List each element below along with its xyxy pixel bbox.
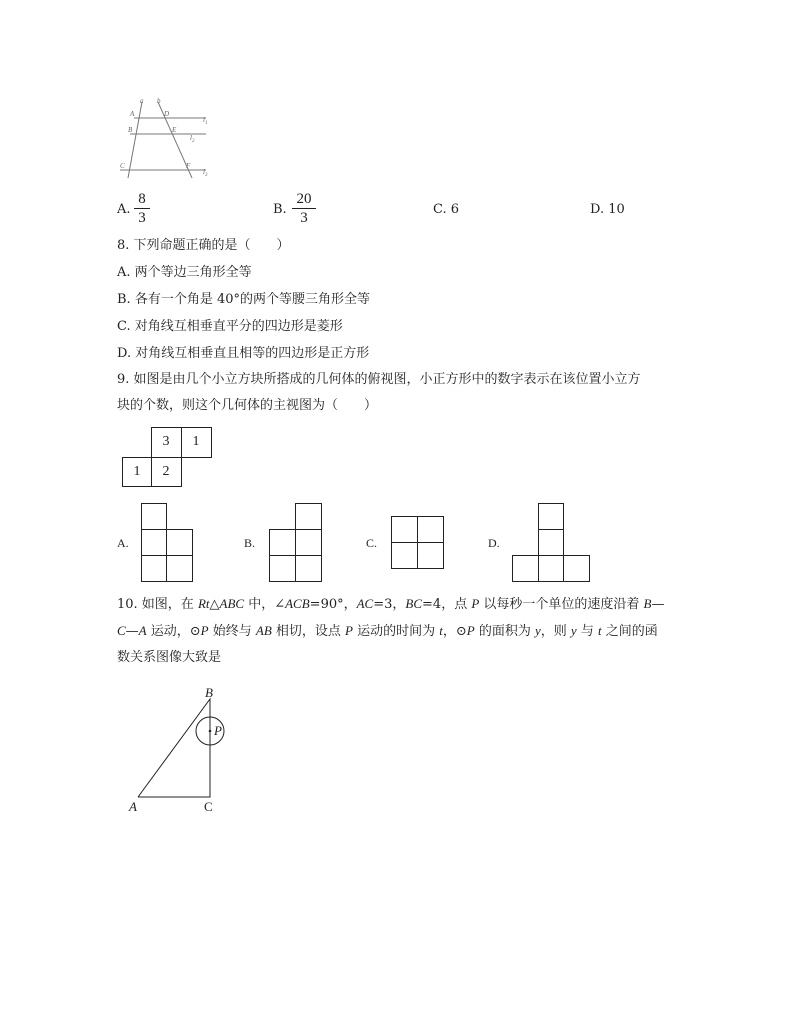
q7-label-C: C	[120, 162, 125, 170]
q7-label-A: A	[130, 110, 135, 118]
q10-label-A: A	[129, 799, 137, 814]
q7-label-D: D	[164, 110, 170, 118]
q7-option-a-letter[interactable]: A.	[117, 202, 131, 217]
grid-value-bottom-left: 1	[133, 464, 141, 479]
q9-option-b-figure[interactable]	[269, 503, 323, 583]
q7-option-a-fraction[interactable]	[134, 191, 150, 226]
q9-option-c-figure[interactable]	[391, 516, 445, 570]
q7-option-a-numerator: 8	[138, 191, 146, 207]
fraction-bar	[292, 208, 316, 209]
grid-value-top-right: 1	[192, 434, 200, 449]
q9-option-c-label[interactable]: C.	[366, 536, 378, 550]
q7-option-b-numerator: 20	[296, 191, 312, 207]
q9-option-a-figure[interactable]	[141, 503, 195, 583]
q7-option-c[interactable]: C. 6	[433, 202, 460, 217]
q7-label-B: B	[128, 126, 133, 134]
q10-label-C: C	[204, 799, 213, 814]
q10-stem-line1: 10. 如图，在 Rt△ABC 中，∠ACB=90°，AC=3，BC=4，点 P 以每秒一个单位的速度沿着 B—	[117, 596, 665, 612]
q7-option-d[interactable]: D. 10	[590, 202, 625, 217]
q7-option-b-letter[interactable]: B.	[273, 202, 287, 217]
q9-option-b-label[interactable]: B.	[244, 536, 256, 550]
q8-option-b[interactable]: B. 各有一个角是 40°的两个等腰三角形全等	[117, 292, 370, 307]
q10-triangle-figure	[126, 684, 236, 816]
q7-parallel-lines-figure	[116, 96, 216, 180]
q7-option-b-denominator: 3	[300, 210, 308, 226]
q7-label-b: b	[157, 97, 161, 105]
q7-label-l3: $l_3$	[203, 168, 208, 178]
q7-option-b-fraction[interactable]	[292, 191, 316, 226]
q9-option-a-label[interactable]: A.	[117, 536, 129, 550]
q8-option-c[interactable]: C. 对角线互相垂直平分的四边形是菱形	[117, 319, 343, 334]
q9-option-d-figure[interactable]	[512, 503, 592, 583]
q7-label-l1: $l_1$	[203, 116, 208, 126]
q8-option-a[interactable]: A. 两个等边三角形全等	[117, 265, 252, 280]
q9-option-d-label[interactable]: D.	[488, 536, 500, 550]
q7-label-E: E	[172, 126, 177, 134]
q9-top-view-grid	[122, 427, 212, 487]
q10-label-B: B	[205, 685, 213, 700]
fraction-bar	[134, 208, 150, 209]
q7-label-l2: $l_2$	[190, 134, 195, 144]
q9-stem-line2: 块的个数，则这个几何体的主视图为（ ）	[117, 398, 378, 413]
q10-stem-line2: C—A 运动，⊙P 始终与 AB 相切，设点 P 运动的时间为 t，⊙P 的面积为 y，则 y 与 t 之间的函	[117, 623, 658, 639]
q7-label-F: F	[186, 162, 191, 170]
q8-stem: 8. 下列命题正确的是（ ）	[117, 238, 290, 253]
q7-label-a: a	[140, 97, 144, 105]
grid-value-top-mid: 3	[162, 434, 170, 449]
q9-stem-line1: 9. 如图是由几个小立方块所搭成的几何体的俯视图，小正方形中的数字表示在该位置小立方	[117, 372, 641, 387]
q7-option-a-denominator: 3	[138, 210, 146, 226]
grid-value-bottom-mid: 2	[162, 464, 170, 479]
q8-option-d[interactable]: D. 对角线互相垂直且相等的四边形是正方形	[117, 346, 370, 361]
q10-label-P: P	[214, 723, 222, 738]
q10-stem-line3: 数关系图像大致是	[117, 650, 222, 665]
